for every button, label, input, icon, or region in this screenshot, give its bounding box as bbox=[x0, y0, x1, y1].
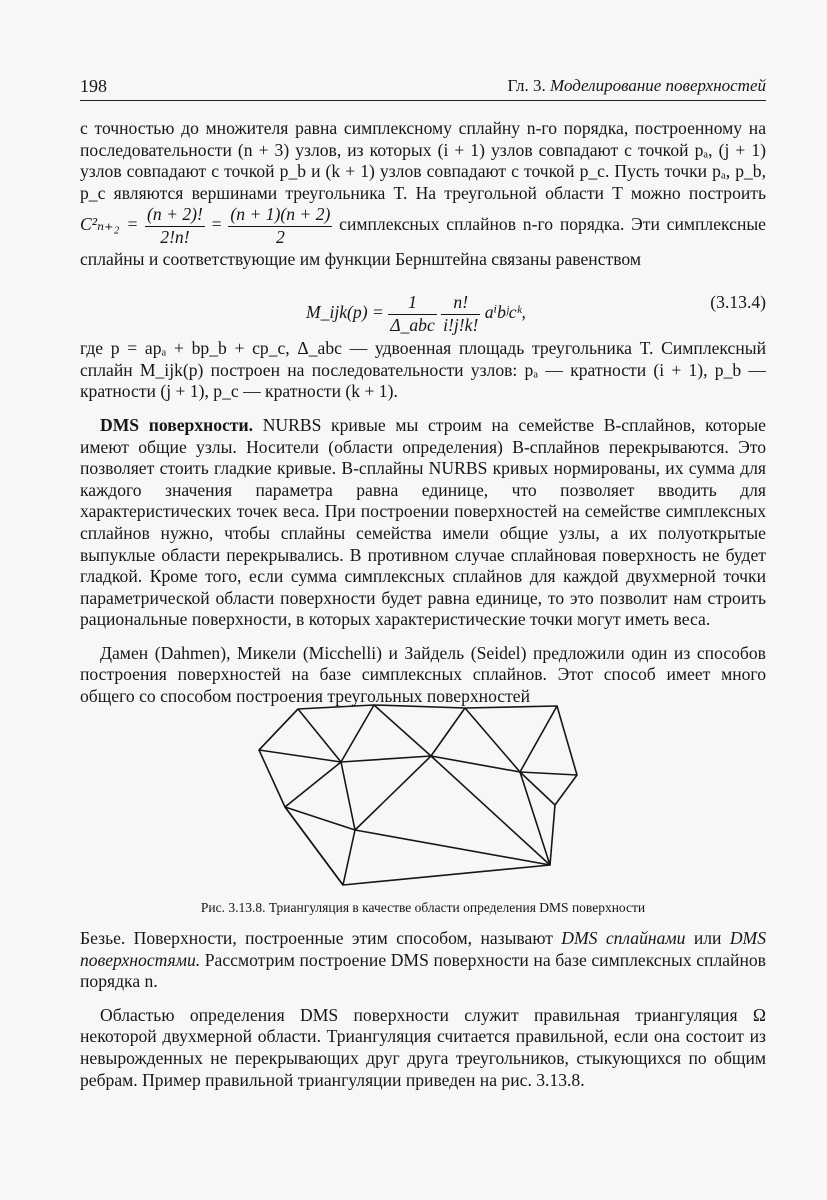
fraction-product: $\frac{(n + 1)(n + 2)}{2}$ bbox=[230, 204, 331, 247]
equation-body: M_ijk(p) = $\frac{1}{\text{Δ\_abc}}$ $\frac{n!}{i!j!k!}$ aⁱbʲcᵏ, bbox=[306, 292, 526, 335]
paragraph-authors: Дамен (Dahmen), Микели (Micchelli) и Зайдель (Seidel) предложили один из способов построения поверхностей на базе симплексных сплайнов. Этот способ имеет много общего со способом построения треугольных поверхностей bbox=[80, 642, 766, 707]
running-header bbox=[80, 74, 766, 101]
term-dms-surfaces: DMS поверхностями. bbox=[80, 928, 767, 970]
running-title bbox=[507, 76, 766, 96]
paragraph-intro: с точностью до множителя равна симплексному сплайну n-го порядка, построенному на последовательности (n + 3) узлов, из которых (i + 1) узлов совпадают с точкой pₐ, (j + 1) узлов совпадают с точкой p_b и (k + 1) узлов совпадают с точкой p_c. Пусть точки pₐ, p_b, p_c являются вершинами треугольника T. На треугольной области T можно построить C²ₙ₊₂ = $\frac{(n + 2)!}{2!n!}$ = $\frac{(n + 1)(n + 2)}{2}$ симплексных сплайнов n-го порядка. Эти симплексные сплайны и соответствующие им функции Бернштейна связаны равенством bbox=[80, 118, 766, 269]
figure-caption: Рис. 3.13.8. Триангуляция в качестве области определения DMS поверхности bbox=[200, 900, 646, 915]
section-heading: DMS поверхности. bbox=[100, 414, 254, 435]
equation-3-13-4 bbox=[80, 276, 766, 336]
text-after-figure bbox=[80, 928, 766, 1091]
paragraph-definition: где p = apₐ + bp_b + cp_c, Δ_abc — удвоенная площадь треугольника T. Симплексный сплайн M_ijk(p) построен на последовательности узлов: pₐ — кратности (i + 1), p_b — кратности (j + 1), p_c — кратности (k + 1). bbox=[80, 338, 766, 402]
paragraph-triangulation: Областью определения DMS поверхности служит правильная триангуляция Ω некоторой двухмерной области. Триангуляция считается правильной, если она состоит из невырожденных не перекрывающих друг друга треугольников, стыкующихся по общим ребрам. Пример правильной триангуляции приведен на рис. 3.13.8. bbox=[80, 1004, 766, 1090]
chapter-title: Моделирование поверхностей bbox=[550, 76, 766, 95]
paragraph-bezier: Безье. Поверхности, построенные этим способом, называют DMS сплайнами или DMS поверхностями. Рассмотрим построение DMS поверхности на базе симплексных сплайнов порядка n. bbox=[80, 928, 767, 992]
triangulation-outline bbox=[259, 705, 577, 885]
triangulation-diagram bbox=[255, 702, 580, 892]
triangulation-edges bbox=[259, 709, 298, 750]
term-dms-splines: DMS сплайнами bbox=[561, 928, 686, 948]
paragraph-intro-text: с точностью до множителя равна симплексному сплайну n-го порядка, построенному на последовательности (n + 3) узлов, из которых (i + 1) узлов совпадают с точкой pₐ, (j + 1) узлов совпадают с точкой p_b и (k + 1) узлов совпадают с точкой p_c. Пусть точки pₐ, p_b, p_c являются вершинами треугольника T. На треугольной области T можно построить bbox=[80, 118, 766, 203]
triangulation-figure bbox=[255, 702, 580, 892]
paragraph-intro-tail: симплексных сплайнов n-го порядка. Эти симплексные сплайны и соответствующие им функции Бернштейна связаны равенством bbox=[80, 214, 766, 269]
binomial-formula: C²ₙ₊₂ = bbox=[80, 214, 139, 235]
chapter-label: Гл. 3. bbox=[507, 76, 546, 95]
page-number: 198 bbox=[80, 76, 107, 96]
equation-number: (3.13.4) bbox=[710, 292, 766, 313]
paragraph-dms: DMS поверхности. NURBS кривые мы строим на семействе B-сплайнов, которые имеют общие узлы. Носители (области определения) B-сплайнов перекрываются. Это позволяет стоить гладкие кривые. B-сплайны NURBS кривых нормированы, их сумма для каждого значения параметра равна единице, что позволяет вводить для характеристических точек веса. При построении поверхностей на семействе симплексных сплайнов нужно, чтобы сплайны семейства имели общие узлы, а их полуоткрытые выпуклые области перекрывались. В противном случае сплайновая поверхность не будет гладкой. Кроме того, если сумма симплексных сплайнов для каждой двухмерной точки параметрической области поверхности будет равна единице, то это позволит нам строить рациональные поверхности, в которых характеристические точки могут иметь веса. bbox=[80, 414, 766, 630]
main-text bbox=[80, 118, 766, 708]
fraction-factorial: $\frac{(n + 2)!}{2!n!}$ bbox=[147, 204, 203, 247]
